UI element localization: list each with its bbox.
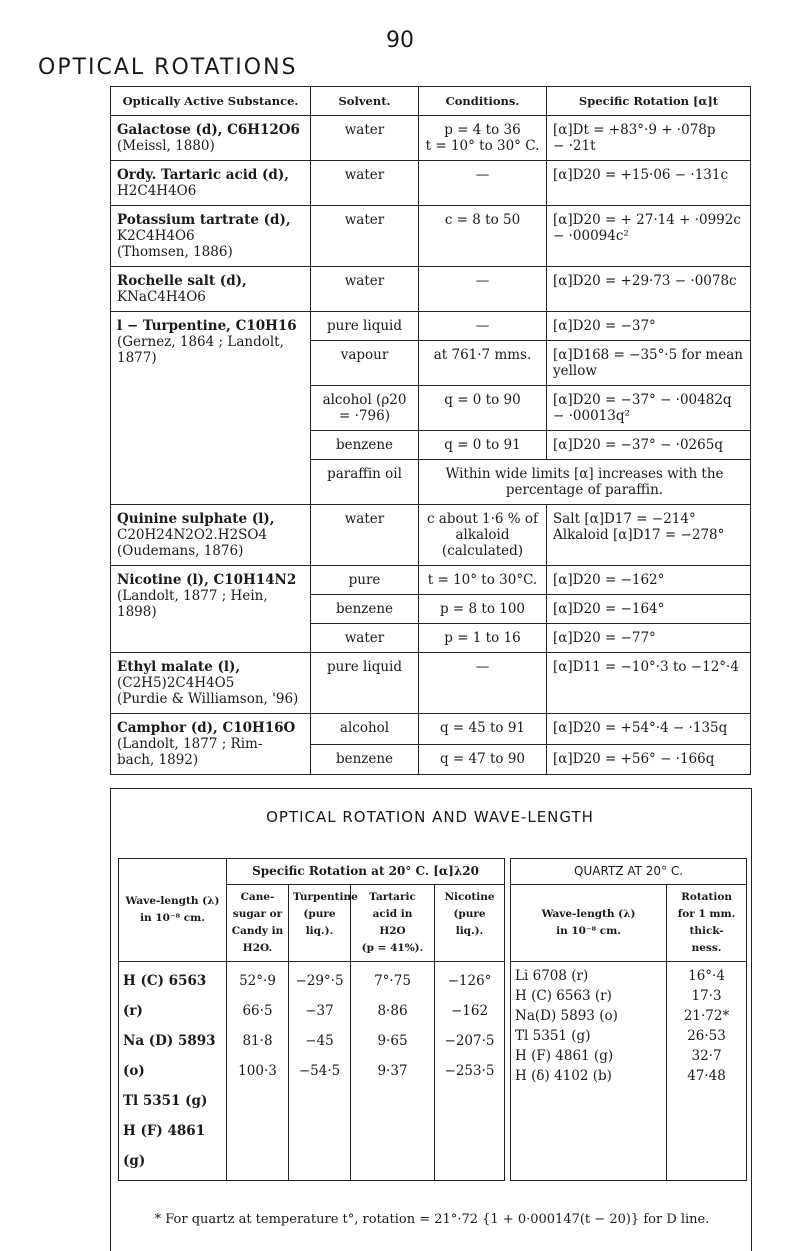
wavelength-value: Na (D) 5893 (o): [123, 1033, 216, 1079]
substance-cell: [111, 267, 311, 312]
rotation-line: [α]D11 = −10°·3 to −12°·4: [553, 659, 739, 675]
substance-line: (Meissl, 1880): [117, 138, 215, 154]
substance-line: Ethyl malate (l),: [117, 659, 241, 675]
subheader-line: Candy in: [231, 925, 284, 937]
solvent-cell: water: [311, 267, 419, 312]
quartz-header-line: Rotation: [681, 891, 732, 903]
substance-line: Ordy. Tartaric acid (d),: [117, 167, 289, 183]
conditions-line: (calculated): [441, 543, 524, 559]
note-cell: Within wide limits [α] increases with the percentage of paraffin.: [419, 460, 751, 505]
tartaric-value: 9·65: [377, 1033, 408, 1049]
solvent-cell: water: [311, 206, 419, 267]
nicotine-value: −253·5: [444, 1063, 495, 1079]
subheader-line: (pure liq.).: [303, 908, 336, 937]
solvent-cell: paraffin oil: [311, 460, 419, 505]
rotation-cell: [547, 341, 751, 386]
rotation-line: [α]D20 = −37° − ·0265q: [553, 437, 723, 453]
rotation-cell: [547, 624, 751, 653]
turpentine-value: −45: [305, 1033, 334, 1049]
conditions-line: —: [475, 273, 490, 289]
substance-line: C20H24N2O2.H2SO4: [117, 527, 268, 543]
rotation-cell: [547, 566, 751, 595]
conditions-cell: [419, 505, 547, 566]
conditions-cell: [419, 566, 547, 595]
quartz-header-line: thick-: [689, 925, 724, 937]
quartz-rotation-cell: [667, 962, 747, 1181]
substance-line: 1877): [117, 350, 157, 366]
substance-cell: [111, 116, 311, 161]
tartaric-cell: [351, 962, 435, 1181]
conditions-cell: [419, 161, 547, 206]
turpentine-cell: [289, 962, 351, 1181]
subheader-line: Turpentine: [293, 891, 358, 903]
nicotine-value: −207·5: [444, 1033, 495, 1049]
quartz-wavelength-value: Na(D) 5893 (o): [515, 1008, 618, 1024]
conditions-line: alkaloid: [455, 527, 510, 543]
rotation-line: [α]D20 = +56° − ·166q: [553, 750, 715, 767]
cane-sugar-value: 66·5: [242, 1003, 273, 1019]
subheader-line: sugar or: [232, 908, 283, 920]
conditions-line: q = 0 to 91: [444, 437, 521, 453]
subheader-cell: [227, 885, 289, 962]
table-row: [111, 116, 751, 161]
tartaric-value: 7°·75: [374, 973, 411, 989]
solvent-cell: benzene: [311, 744, 419, 775]
rotation-line: − ·00013q²: [553, 408, 630, 424]
substance-line: Galactose (d), C6H12O6: [117, 122, 300, 138]
quartz-wavelength-cell: [511, 962, 667, 1181]
nicotine-cell: [435, 962, 505, 1181]
conditions-cell: [419, 116, 547, 161]
specific-rotation-table: [110, 86, 751, 775]
rotation-line: [α]D20 = +15·06 − ·131c: [553, 167, 729, 183]
page-number: 90: [386, 28, 414, 53]
subheader-line: Tartaric: [369, 891, 416, 903]
table-row: [111, 714, 751, 745]
conditions-cell: [419, 267, 547, 312]
conditions-line: q = 45 to 91: [439, 720, 526, 736]
section-title: OPTICAL ROTATION AND WAVE-LENGTH: [266, 808, 594, 826]
solvent-cell: benzene: [311, 595, 419, 624]
rotation-line: [α]Dt = +83°·9 + ·078p: [553, 122, 716, 138]
subheader-cell: [289, 885, 358, 962]
rotation-line: [α]D20 = −77°: [553, 630, 656, 646]
quartz-title: QUARTZ AT 20° C.: [511, 859, 747, 885]
conditions-cell: [419, 624, 547, 653]
quartz-header-line: in 10⁻⁸ cm.: [556, 925, 621, 937]
substance-cell: [111, 566, 311, 653]
cane-sugar-value: 81·8: [242, 1033, 273, 1049]
table-row: [111, 566, 751, 595]
solvent-cell: benzene: [311, 431, 419, 460]
rotation-line: − ·00094c²: [553, 228, 629, 244]
rotation-line: − ·21t: [553, 138, 596, 154]
wavelength-header: [119, 859, 227, 962]
rotation-cell: [547, 431, 751, 460]
header-rotation: Specific Rotation [α]t: [547, 87, 751, 116]
running-head: OPTICAL ROTATIONS: [38, 55, 298, 80]
rotation-cell: [547, 595, 751, 624]
substance-line: bach, 1892): [117, 752, 199, 768]
nicotine-value: −162: [450, 1003, 489, 1019]
substance-line: (Thomsen, 1886): [117, 244, 233, 260]
rotation-line: [α]D20 = −37° − ·00482q: [553, 392, 732, 408]
rotation-cell: [547, 714, 751, 745]
quartz-rotation-value: 17·3: [691, 988, 722, 1004]
rotation-cell: [547, 116, 751, 161]
table-row: [111, 267, 751, 312]
conditions-line: c about 1·6 % of: [426, 511, 539, 527]
subheader-cell: [435, 885, 505, 962]
substance-line: Camphor (d), C10H16O: [117, 720, 296, 736]
conditions-cell: [419, 206, 547, 267]
solvent-cell: water: [311, 505, 419, 566]
nicotine-value: −126°: [447, 973, 492, 989]
footnote: * For quartz at temperature t°, rotation = 21°·72 {1 + 0·000147(t − 20)} for D line.: [154, 1212, 710, 1227]
solvent-cell: pure liquid: [311, 653, 419, 714]
subheader-line: Nicotine: [444, 891, 495, 903]
rotation-cell: [547, 386, 751, 431]
conditions-cell: [419, 431, 547, 460]
header-conditions: Conditions.: [419, 87, 547, 116]
subheader-cell: [351, 885, 435, 962]
quartz-wavelength-value: H (C) 6563 (r): [515, 988, 612, 1004]
solvent-cell: alcohol (ρ20 = ·796): [311, 386, 419, 431]
cane-sugar-value: 100·3: [238, 1063, 277, 1079]
rotation-line: [α]D20 = −164°: [553, 601, 665, 617]
substance-line: Nicotine (l), C10H14N2: [117, 572, 297, 588]
substance-line: (Gernez, 1864 ; Landolt,: [117, 334, 284, 350]
table-row: [111, 505, 751, 566]
solvent-cell: water: [311, 116, 419, 161]
substance-cell: [111, 206, 311, 267]
quartz-rotation-value: 47·48: [687, 1068, 726, 1084]
substance-cell: [111, 161, 311, 206]
solvent-cell: alcohol: [311, 714, 419, 745]
specific-rotation-header: Specific Rotation at 20° C. [α]λ20: [227, 859, 505, 885]
rotation-line: [α]D168 = −35°·5 for mean: [553, 347, 743, 363]
substance-line: 1898): [117, 604, 157, 620]
wavelength-table: [118, 858, 747, 1181]
solvent-cell: water: [311, 161, 419, 206]
substance-line: Quinine sulphate (l),: [117, 511, 275, 527]
substance-line: Potassium tartrate (d),: [117, 212, 291, 228]
table-row: [111, 312, 751, 341]
conditions-cell: [419, 386, 547, 431]
substance-line: Rochelle salt (d),: [117, 273, 247, 289]
conditions-line: p = 4 to 36: [444, 122, 521, 138]
quartz-wavelength-value: H (δ) 4102 (b): [515, 1068, 612, 1084]
rotation-line: Alkaloid [α]D17 = −278°: [553, 527, 725, 543]
wavelength-value: Tl 5351 (g): [123, 1093, 208, 1109]
conditions-line: t = 10° to 30° C.: [425, 138, 540, 154]
header-substance: Optically Active Substance.: [111, 87, 311, 116]
substance-line: (Landolt, 1877 ; Hein,: [117, 588, 268, 604]
wavelength-cell: [119, 962, 227, 1181]
quartz-rotation-value: 16°·4: [688, 968, 725, 984]
subheader-line: acid in: [372, 908, 413, 920]
substance-line: (Purdie & Williamson, '96): [117, 691, 299, 707]
rotation-cell: [547, 312, 751, 341]
rotation-cell: [547, 161, 751, 206]
header-solvent: Solvent.: [311, 87, 419, 116]
table-row: [111, 206, 751, 267]
wavelength-value: H (F) 4861 (g): [123, 1123, 206, 1169]
substance-line: K2C4H4O6: [117, 228, 195, 244]
rotation-line: [α]D20 = +54°·4 − ·135q: [553, 720, 728, 736]
cane-sugar-value: 52°·9: [239, 973, 276, 989]
substance-cell: [111, 312, 311, 505]
rotation-cell: [547, 744, 751, 775]
quartz-header-cell: [511, 885, 667, 962]
substance-line: (C2H5)2C4H4O5: [117, 675, 235, 691]
table-row: [111, 653, 751, 714]
rotation-line: Salt [α]D17 = −214°: [553, 511, 696, 527]
quartz-wavelength-value: H (F) 4861 (g): [515, 1048, 614, 1064]
subheader-line: H2O: [379, 925, 406, 937]
subheader-line: H2O.: [242, 942, 273, 954]
subheader-line: (p = 41%).: [361, 942, 424, 954]
conditions-line: p = 1 to 16: [444, 630, 521, 646]
header-line: Wave-length (λ): [125, 895, 220, 907]
rotation-line: [α]D20 = −162°: [553, 572, 665, 588]
conditions-cell: [419, 341, 547, 386]
quartz-rotation-value: 21·72*: [683, 1008, 730, 1024]
table-row: [111, 161, 751, 206]
conditions-line: q = 47 to 90: [439, 750, 526, 767]
substance-line: l − Turpentine, C10H16: [117, 318, 297, 334]
conditions-line: —: [475, 318, 490, 334]
turpentine-value: −54·5: [298, 1063, 341, 1079]
cane-sugar-cell: [227, 962, 289, 1181]
conditions-line: at 761·7 mms.: [433, 347, 532, 363]
data-row: [119, 962, 747, 1181]
solvent-cell: water: [311, 624, 419, 653]
quartz-header-line: for 1 mm.: [677, 908, 736, 920]
solvent-cell: pure liquid: [311, 312, 419, 341]
solvent-cell: pure: [311, 566, 419, 595]
conditions-line: q = 0 to 90: [444, 392, 521, 408]
conditions-cell: [419, 312, 547, 341]
conditions-line: t = 10° to 30°C.: [427, 572, 538, 588]
solvent-cell: vapour: [311, 341, 419, 386]
conditions-cell: [419, 595, 547, 624]
rotation-line: yellow: [553, 363, 597, 379]
quartz-wavelength-value: Li 6708 (r): [515, 968, 589, 984]
header-line: in 10⁻⁸ cm.: [140, 912, 205, 924]
rotation-cell: [547, 267, 751, 312]
conditions-cell: [419, 714, 547, 745]
substance-cell: [111, 653, 311, 714]
rotation-cell: [547, 206, 751, 267]
conditions-line: —: [475, 167, 490, 183]
conditions-line: —: [475, 659, 490, 675]
rotation-cell: [547, 653, 751, 714]
substance-cell: [111, 505, 311, 566]
rotation-line: [α]D20 = +29·73 − ·0078c: [553, 273, 737, 289]
subheader-line: Cane-: [240, 891, 275, 903]
quartz-header-line: Wave-length (λ): [541, 908, 636, 920]
tartaric-value: 9·37: [377, 1063, 408, 1079]
header-row: [119, 859, 747, 885]
rotation-line: [α]D20 = −37°: [553, 318, 656, 334]
conditions-line: p = 8 to 100: [439, 601, 526, 617]
rotation-line: [α]D20 = + 27·14 + ·0992c: [553, 212, 741, 228]
turpentine-value: −29°·5: [295, 973, 344, 989]
substance-cell: [111, 714, 311, 775]
quartz-rotation-value: 26·53: [687, 1028, 726, 1044]
conditions-line: c = 8 to 50: [444, 212, 521, 228]
substance-line: (Oudemans, 1876): [117, 543, 244, 559]
substance-line: (Landolt, 1877 ; Rim-: [117, 736, 263, 752]
substance-line: H2C4H4O6: [117, 183, 197, 199]
conditions-cell: [419, 744, 547, 775]
quartz-wavelength-value: Tl 5351 (g): [515, 1028, 591, 1044]
conditions-cell: [419, 653, 547, 714]
quartz-rotation-value: 32·7: [691, 1048, 722, 1064]
tartaric-value: 8·86: [377, 1003, 408, 1019]
turpentine-value: −37: [305, 1003, 334, 1019]
subheader-line: (pure liq.).: [453, 908, 486, 937]
quartz-header-cell: [667, 885, 747, 962]
substance-line: KNaC4H4O6: [117, 289, 206, 305]
rotation-cell: [547, 505, 751, 566]
quartz-header-line: ness.: [691, 942, 722, 954]
wavelength-value: H (C) 6563 (r): [123, 973, 207, 1019]
